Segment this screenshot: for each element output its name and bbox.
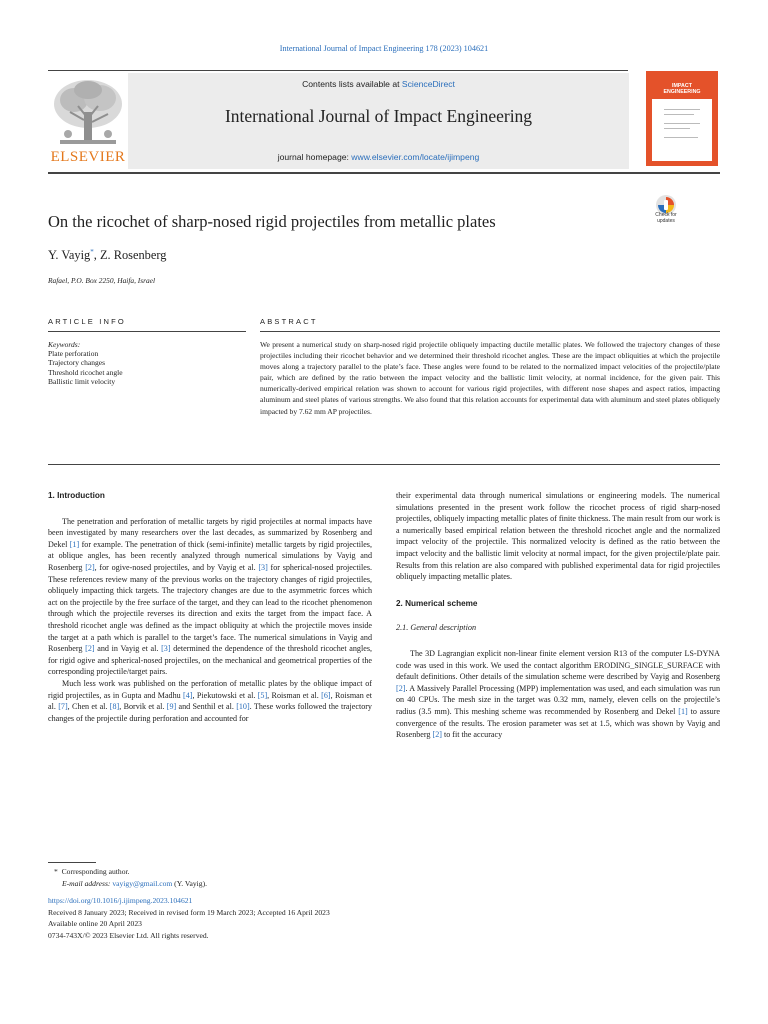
keywords-block	[48, 340, 123, 386]
citation-link[interactable]: [5]	[257, 690, 268, 700]
citation-link[interactable]: [6]	[321, 690, 331, 700]
email-line	[48, 878, 720, 890]
contents-prefix: Contents lists available at	[302, 79, 402, 89]
elsevier-tree-logo	[50, 76, 126, 148]
abstract-bottom-rule	[48, 464, 720, 465]
cover-line	[664, 128, 690, 129]
email-suffix: (Y. Vayig).	[172, 878, 208, 888]
paper-title: On the ricochet of sharp-nosed rigid projectiles from metallic plates	[48, 212, 496, 231]
corresponding-star[interactable]: *	[90, 248, 94, 256]
citation-link[interactable]: [10]	[236, 702, 250, 712]
citation-link[interactable]: [1]	[69, 539, 80, 549]
right-paragraph-1: their experimental data through numerical simulations or engineering models. The numerical simulations presented in the present work follow the ricochet process of rigid sharp-nosed projectiles, obliquely impacting metallic plates of finite thickness. The main result from our work is a numerically based empirical relation between the threshold ricochet angle and the normalized impact velocity of the projectile. This normalized velocity is defined as the ratio between the impact velocity and the ballistic limit velocity at normal impact, for the given projectile/plate pair. Results from this relation are also compared with published experimental data for rigid projectiles obliquely impacting metallic plates.	[396, 491, 720, 582]
keyword-item: Trajectory changes	[48, 358, 105, 368]
section-heading-introduction: 1. Introduction	[48, 491, 105, 500]
affiliation: Rafael, P.O. Box 2250, Haifa, Israel	[48, 276, 156, 285]
citation-link[interactable]: [2]	[85, 562, 95, 572]
text-run: for spherical-nosed projectiles. These references review many of the previous works on the trajectory changes of rigid projectiles, obliquely impacting thick targets. The trajectory changes are due to the asymmetric forces which act on the projectile by the free surface of the target, and they can lead to the ricochet phenomenon through which the projectile reverses its direction and exits the target from the impact face. A threshold ricochet angle was defined as the impact obliquity at which the projectile moves inside the target at a path which is parallel to the target’s face. The numerical simulations in Vayig and Rosenberg	[48, 562, 372, 654]
authors	[48, 248, 166, 263]
citation-link[interactable]: [2]	[396, 683, 406, 693]
text-run: The 3D Lagrangian explicit non-linear finite element version R13 of the computer LS-DYNA code was used in this work. We used the contact algorithm ERODING_SINGLE_SURFACE with default definitions. Other details of the simulation scheme were described by Vayig and Rosenberg	[396, 648, 720, 682]
check-for-updates-label	[646, 213, 686, 224]
cover-line	[664, 123, 700, 124]
text-run: , Roisman et al.	[48, 690, 372, 712]
right-column	[396, 490, 720, 741]
footnote-rule	[48, 862, 96, 863]
citation-link[interactable]: [8]	[109, 702, 120, 712]
email-link[interactable]: vayigy@gmail.com	[112, 878, 173, 888]
cover-line	[664, 114, 694, 115]
text-run: determined the dependence of the threshold ricochet angles, for rigid ogive and spherical-nosed projectiles, on the mechanical and geometrical properties of the corresponding projectile/target pairs.	[48, 644, 372, 677]
left-column	[48, 490, 372, 724]
text-run: , Piekutowski et al.	[192, 690, 258, 700]
numerical-paragraph-1	[396, 648, 720, 741]
intro-paragraph-2	[48, 678, 372, 724]
citation-link[interactable]: [3]	[161, 644, 171, 654]
journal-homepage	[128, 152, 629, 162]
check-label-line1: Check for	[655, 212, 677, 218]
keyword-item: Threshold ricochet angle	[48, 367, 123, 377]
footnote-block	[48, 866, 720, 942]
footnote-star: *	[54, 867, 58, 876]
text-run: , Roisman et al.	[267, 690, 322, 700]
contents-line	[128, 79, 629, 89]
citation-link[interactable]: [4]	[183, 690, 193, 700]
journal-title: International Journal of Impact Engineering	[224, 106, 533, 126]
abstract-text: We present a numerical study on sharp-nosed rigid projectile obliquely impacting ductile metallic plates. We followed the trajectory changes of these projectiles including their ricochet behavior and we determined their threshold ricochet angles. These are the impact obliquities at which the projectile moves along a trajectory parallel to the plate’s face. These angles were found to be related to the normalized impact velocities of the projectile/plate pair, which are defined by the ratio between the impact velocity and the ballistic limit velocity, at normal incidence, for the given pair. This numerically-derived empirical relation was shown to account for various rigid projectiles, with different nose shapes and aspect ratios, impacting aluminum and steel plates of various strengths. We also found that this relation accounts for experimental data with aluminum and steel plates obliquely impacted by 7.62 mm AP projectiles.	[260, 340, 720, 416]
cover-title-line2: ENGINEERING	[663, 89, 701, 95]
cover-title-line1: IMPACT	[672, 83, 692, 89]
doi-link[interactable]: https://doi.org/10.1016/j.ijimpeng.2023.104621	[48, 896, 193, 906]
corresponding-text: Corresponding author.	[61, 867, 130, 876]
check-label-line2: updates	[657, 217, 675, 224]
abstract-rule	[260, 331, 720, 332]
section-heading-numerical-scheme: 2. Numerical scheme	[396, 598, 478, 608]
article-info-rule	[48, 331, 246, 332]
citation-link[interactable]: [7]	[58, 702, 68, 712]
text-run: . A Massively Parallel Processing (MPP) implementation was used, and each simulation was run on 40 CPUs. The mesh size in the target was 0.32 mm, namely, eleven cells on the projectile’s radius (3.5 mm). This meshing scheme was recommended by Rosenberg and Dekel	[396, 683, 720, 716]
copyright: 0734-743X/© 2023 Elsevier Ltd. All rights reserved.	[48, 930, 209, 940]
text-run: and in Vayig et al.	[94, 644, 162, 654]
publisher-logo-text: ELSEVIER	[50, 149, 126, 165]
text-run: , Borvik et al.	[119, 702, 167, 712]
homepage-prefix: journal homepage:	[277, 152, 352, 162]
email-label: E-mail address:	[62, 878, 113, 888]
subsection-heading-general-description: 2.1. General description	[396, 623, 477, 633]
text-run: for example. The penetration of thick (semi-infinite) metallic targets by rigid projectiles, at oblique angles, has been recently analyzed through numerical simulations by Vayig and Rosenberg	[48, 539, 372, 572]
text-run: to assure convergence of the results. The erosion parameter was set at 1.5, which was shown by Vayig and Rosenberg	[396, 706, 720, 740]
text-run: . These works followed the trajectory changes of the projectile during perforation and accounted for	[48, 702, 372, 723]
keywords-heading: Keywords:	[48, 340, 81, 349]
citation-link[interactable]: [2]	[432, 730, 442, 740]
text-run: , for ogive-nosed projectiles, and by Vayig et al.	[94, 562, 259, 572]
citation-link[interactable]: [9]	[166, 702, 177, 712]
header-top-rule	[48, 70, 628, 71]
abstract-label: ABSTRACT	[260, 317, 318, 326]
text-run: and Senthil et al.	[176, 702, 237, 712]
citation-link[interactable]: [2]	[85, 644, 95, 654]
text-run: Much less work was published on the perforation of metallic plates by the oblique impact of rigid projectiles, as in Gupta and Madhu	[48, 678, 372, 700]
cover-title	[646, 83, 718, 95]
text-run: , Chen et al.	[67, 702, 110, 712]
cover-line	[664, 137, 698, 138]
journal-cover-thumbnail[interactable]	[646, 71, 718, 166]
keyword-item: Plate perforation	[48, 349, 99, 359]
homepage-link[interactable]: www.elsevier.com/locate/ijimpeng	[351, 152, 480, 162]
text-run: to fit the accuracy	[441, 730, 503, 740]
sciencedirect-link[interactable]: ScienceDirect	[401, 79, 455, 89]
text-run: The penetration and perforation of metallic targets by rigid projectiles at normal impacts have been investigated by many researchers over the last decades, as summarized by Rosenberg and Dekel	[48, 516, 372, 549]
available-online: Available online 20 April 2023	[48, 919, 142, 929]
author-1[interactable]: Y. Vayig	[48, 248, 91, 263]
citation-link[interactable]: [3]	[258, 562, 268, 572]
author-2[interactable]: Z. Rosenberg	[99, 248, 167, 263]
cover-line	[664, 109, 700, 110]
header-bottom-rule	[48, 172, 720, 174]
journal-reference[interactable]: International Journal of Impact Engineering 178 (2023) 104621	[279, 44, 489, 53]
cover-panel	[652, 99, 712, 161]
corresponding-author-note	[48, 866, 720, 878]
author-separator: ,	[93, 248, 100, 263]
received-dates: Received 8 January 2023; Received in revised form 19 March 2023; Accepted 16 April 2023	[48, 907, 330, 917]
keyword-item: Ballistic limit velocity	[48, 376, 116, 386]
article-info-label: ARTICLE INFO	[48, 317, 126, 326]
intro-paragraph-1	[48, 516, 372, 678]
citation-link[interactable]: [1]	[678, 706, 688, 716]
